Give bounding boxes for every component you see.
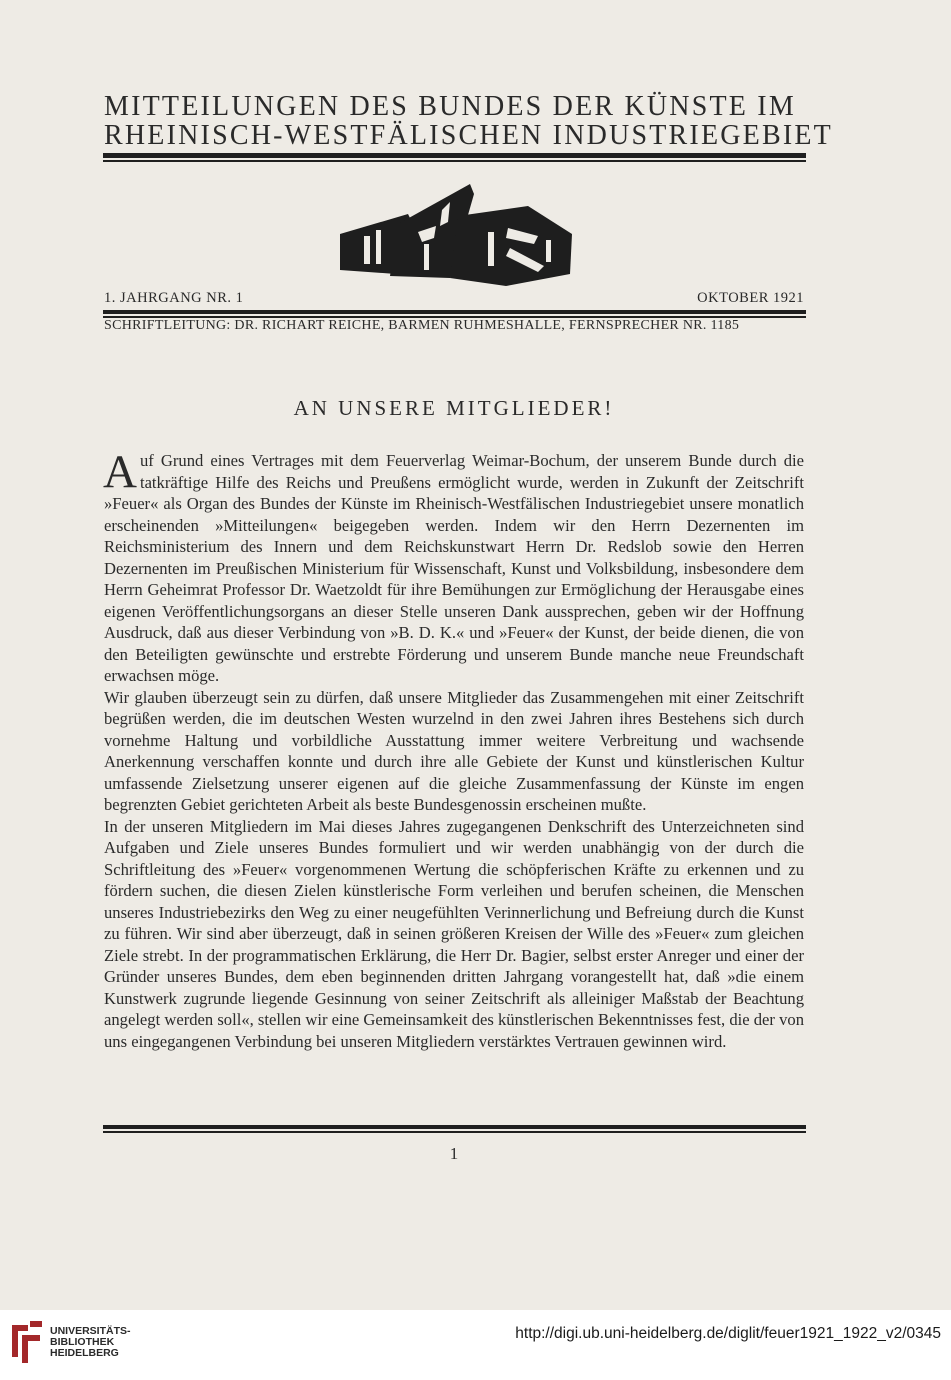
paragraph-2: Wir glauben überzeugt sein zu dürfen, daß unsere Mitglieder das Zusammengehen mit einer Zeitschrift begrüßen werden, die im deutschen Westen wurzelnd in den zwei Jahren ihres Bestehens sich durch vornehme Haltung und vorbildliche Ausstattung immer weitere Verbreitung und wachsende Anerkennung verschaffen konnte und durch ihre alle Gebiete der Kunst und künstlerischen Kultur umfassende Zielsetzung unserer eigenen auf die gleiche Zusammenfassung der Künste im engen begrenzten Gebiet gerichteten Arbeit als beste Bundesgenossin erscheinen mußte.	[104, 687, 804, 814]
drop-cap: A	[103, 446, 137, 498]
source-url-link[interactable]: http://digi.ub.uni-heidelberg.de/diglit/feuer1921_1922_v2/0345	[515, 1325, 941, 1342]
masthead-rule-thick	[103, 153, 806, 158]
masthead-rule-thin	[103, 160, 806, 162]
page-number: 1	[449, 1144, 459, 1163]
university-library-logo	[8, 1317, 44, 1365]
masthead-title-line2: RHEINISCH-WESTFÄLISCHEN INDUSTRIEGEBIET	[104, 120, 833, 151]
meta-rule-thick	[103, 310, 806, 314]
bottom-rule-thin	[103, 1131, 806, 1133]
article-heading: AN UNSERE MITGLIEDER!	[293, 396, 615, 420]
issue-number: 1. JAHRGANG NR. 1	[104, 290, 244, 306]
article-body	[103, 446, 804, 1052]
editorial-info: SCHRIFTLEITUNG: DR. RICHART REICHE, BARMEN RUHMESHALLE, FERNSPRECHER NR. 1185	[104, 318, 740, 333]
library-name: UNIVERSITÄTS- BIBLIOTHEK HEIDELBERG	[50, 1325, 131, 1359]
paragraph-3: In der unseren Mitgliedern im Mai dieses Jahres zugegangenen Denkschrift des Unterzeichneten sind Aufgaben und Ziele unseres Bundes formuliert und wir werden unabhängig von der durch die Schriftleitung des »Feuer« vorgenommenen Wertung die schöpferischen Kräfte zu erkennen und zu fördern suchen, die diesen Zielen künstlerische Form verleihen und berufen scheinen, die Menschen unseres Industriebezirks den Weg zu einer neugefühlten Verinnerlichung und Befreiung durch die Kunst zu führen. Wir sind aber überzeugt, daß in seinen größeren Kreisen der Wille des »Feuer« zum gleichen Ziele strebt. In der programmatischen Erklärung, die Herr Dr. Bagier, selbst erster Anreger und einer der Gründer unseres Bundes, dem eben beginnenden dritten Jahrgang vorangestellt hat, daß »die einem Kunstwerk zugrunde liegende Gesinnung von seiner Zeitschrift als alleiniger Maßstab der Beachtung angelegt werden soll«, stellen wir eine Gemeinsamkeit des künstlerischen Bekenntnisses fest, die der von uns eingegangenen Verbindung bei unseren Mitgliedern verstärktes Vertrauen gewinnen wird.	[104, 816, 804, 1051]
paragraph-1	[103, 446, 804, 687]
footer-bar	[0, 1310, 951, 1380]
bdk-monogram-logo	[338, 182, 574, 286]
masthead-title-line1: MITTEILUNGEN DES BUNDES DER KÜNSTE IM	[104, 91, 796, 122]
bottom-rule-thick	[103, 1125, 806, 1129]
paragraph-1-text: uf Grund eines Vertrages mit dem Feuerverlag Weimar-Bochum, der unserem Bunde durch die tatkräftige Hilfe des Reichs und Preußens ermöglicht wurde, werden in Zukunft der Zeitschrift »Feuer« als Organ des Bundes der Künste im Rheinisch-Westfälischen Industriegebiet unsere monatlich erscheinenden »Mitteilungen« beigegeben werden. Indem wir den Herrn Dezernenten im Reichsministerium des Innern und dem Reichskunstwart Herrn Dr. Redslob sowie den Herren Dezernenten im Preußischen Ministerium für Wissenschaft, Kunst und Volksbildung, insbesondere dem Herrn Geheimrat Professor Dr. Waetzoldt für ihre Bemühungen zur Ermöglichung der Herausgabe eines eigenen Veröffentlichungsorgans an dieser Stelle unseren Dank aussprechen, geben wir der Hoffnung Ausdruck, daß aus dieser Verbindung von »B. D. K.« und »Feuer« der Kunst, der beide dienen, die von den Beteiligten gewünschte und erstrebte Förderung und unserem Bunde manche neue Freundschaft erwachsen möge.	[104, 451, 804, 685]
issue-date: OKTOBER 1921	[697, 290, 804, 306]
